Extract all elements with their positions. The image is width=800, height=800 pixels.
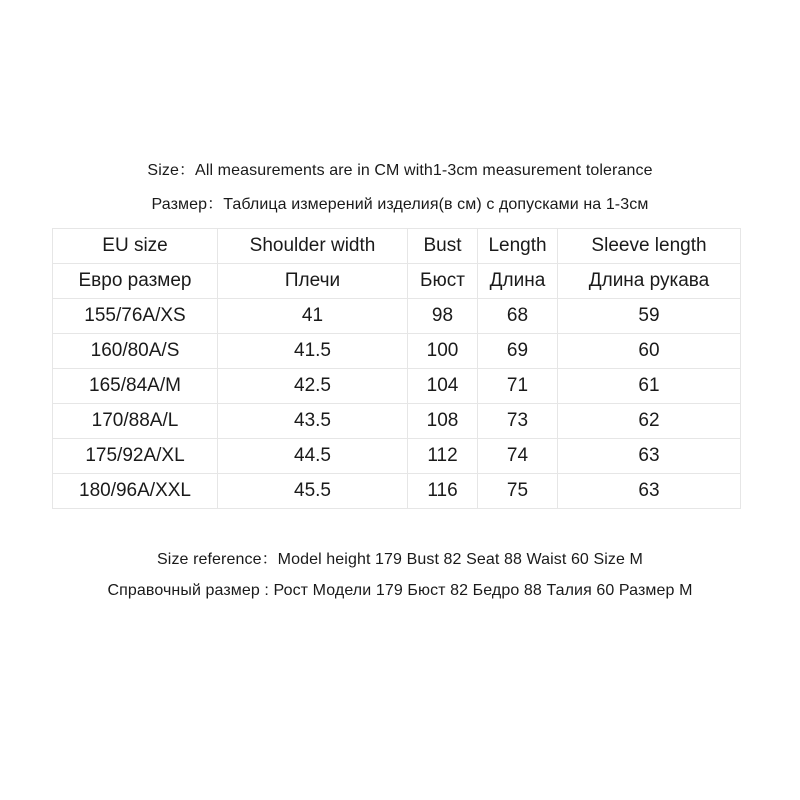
table-cell: 62 — [558, 404, 741, 439]
table-cell: 42.5 — [218, 369, 408, 404]
table-cell: 69 — [478, 334, 558, 369]
size-reference-en: Size reference：Model height 179 Bust 82 Seat 88 Waist 60 Size M — [157, 551, 643, 568]
size-reference-ru: Справочный размер : Рост Модели 179 Бюст 82 Бедро 88 Талия 60 Размер M — [107, 582, 693, 599]
table-cell: 116 — [408, 474, 478, 509]
table-row — [53, 474, 741, 509]
header-cell: EU size — [53, 229, 218, 264]
measurement-note-en: Size：All measurements are in CM with1-3cm measurement tolerance — [147, 162, 653, 179]
table-cell: 71 — [478, 369, 558, 404]
header-cell: Длина — [478, 264, 558, 299]
table-cell: 170/88A/L — [53, 404, 218, 439]
table-row — [53, 334, 741, 369]
table-row — [53, 369, 741, 404]
table-cell: 98 — [408, 299, 478, 334]
table-cell: 43.5 — [218, 404, 408, 439]
table-cell: 61 — [558, 369, 741, 404]
table-cell: 41 — [218, 299, 408, 334]
measurement-note-ru: Размер：Таблица измерений изделия(в см) с допусками на 1-3см — [151, 196, 649, 213]
header-cell: Бюст — [408, 264, 478, 299]
table-cell: 73 — [478, 404, 558, 439]
table-cell: 41.5 — [218, 334, 408, 369]
table-cell: 45.5 — [218, 474, 408, 509]
table-cell: 155/76A/XS — [53, 299, 218, 334]
table-cell: 68 — [478, 299, 558, 334]
table-cell: 112 — [408, 439, 478, 474]
table-cell: 100 — [408, 334, 478, 369]
table-cell: 74 — [478, 439, 558, 474]
header-cell: Length — [478, 229, 558, 264]
size-table — [52, 228, 741, 509]
header-row-ru — [53, 264, 741, 299]
table-cell: 108 — [408, 404, 478, 439]
header-cell: Bust — [408, 229, 478, 264]
table-cell: 44.5 — [218, 439, 408, 474]
header-cell: Shoulder width — [218, 229, 408, 264]
table-cell: 175/92A/XL — [53, 439, 218, 474]
table-row — [53, 404, 741, 439]
table-cell: 63 — [558, 439, 741, 474]
table-cell: 63 — [558, 474, 741, 509]
header-cell: Евро размер — [53, 264, 218, 299]
table-cell: 59 — [558, 299, 741, 334]
table-row — [53, 439, 741, 474]
header-cell: Длина рукава — [558, 264, 741, 299]
table-row — [53, 299, 741, 334]
header-row-en — [53, 229, 741, 264]
table-cell: 75 — [478, 474, 558, 509]
header-cell: Плечи — [218, 264, 408, 299]
table-cell: 60 — [558, 334, 741, 369]
table-cell: 180/96A/XXL — [53, 474, 218, 509]
table-cell: 160/80A/S — [53, 334, 218, 369]
table-cell: 104 — [408, 369, 478, 404]
table-cell: 165/84A/M — [53, 369, 218, 404]
header-cell: Sleeve length — [558, 229, 741, 264]
